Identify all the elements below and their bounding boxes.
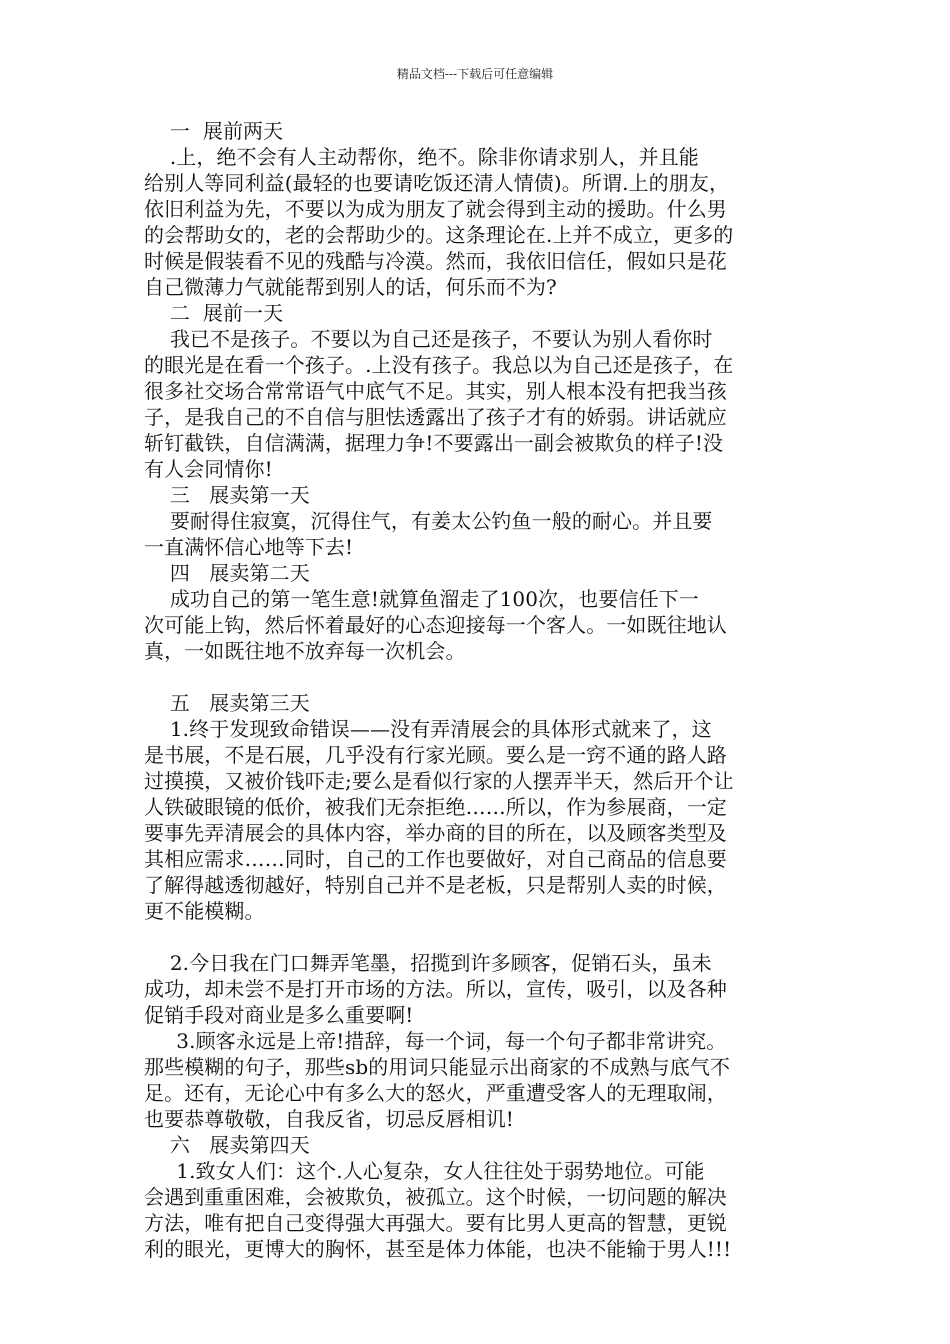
paragraph-line: 是书展，不是石展，几乎没有行家光顾。要么是一窍不通的路人路 xyxy=(144,743,727,767)
paragraph-line: 我已不是孩子。不要以为自己还是孩子，不要认为别人看你时 xyxy=(144,327,713,351)
paragraph-line: 次可能上钩，然后怀着最好的心态迎接每一个客人。一如既往地认 xyxy=(144,613,727,637)
document-body xyxy=(144,118,814,1262)
section-heading: 三 展卖第一天 xyxy=(144,483,310,507)
paragraph-line: 过摸摸，又被价钱吓走;要么是看似行家的人摆弄半天，然后开个让 xyxy=(144,769,734,793)
paragraph-line: 依旧利益为先，不要以为成为朋友了就会得到主动的援助。什么男 xyxy=(144,197,727,221)
paragraph-line: 了解得越透彻越好，特别自己并不是老板，只是帮别人卖的时候， xyxy=(144,873,727,897)
paragraph-line: 给别人等同利益(最轻的也要请吃饭还清人情债)。所谓.上的朋友， xyxy=(144,171,730,195)
paragraph-line: 方法，唯有把自己变得强大再强大。要有比男人更高的智慧，更锐 xyxy=(144,1211,727,1235)
paragraph-line: 自己微薄力气就能帮到别人的话，何乐而不为? xyxy=(144,275,557,299)
section-heading: 四 展卖第二天 xyxy=(144,561,310,585)
paragraph-line: 也要恭尊敬敬，自我反省，切忌反唇相讥! xyxy=(144,1107,514,1131)
paragraph-line: 1.致女人们：这个.人心复杂，女人往往处于弱势地位。可能 xyxy=(144,1159,705,1183)
paragraph-line: 一直满怀信心地等下去! xyxy=(144,535,354,559)
paragraph-line: 促销手段对商业是多么重要啊! xyxy=(144,1003,414,1027)
section-heading: 二 展前一天 xyxy=(144,301,284,325)
paragraph-line: 真，一如既往地不放弃每一次机会。 xyxy=(144,639,466,663)
paragraph-line: 要事先弄清展会的具体内容，举办商的目的所在，以及顾客类型及 xyxy=(144,821,727,845)
paragraph-line: 其相应需求……同时，自己的工作也要做好，对自己商品的信息要 xyxy=(144,847,727,871)
paragraph-line: 人铁破眼镜的低价，被我们无奈拒绝……所以，作为参展商，一定 xyxy=(144,795,727,819)
paragraph-line: 2.今日我在门口舞弄笔墨，招揽到许多顾客，促销石头，虽未 xyxy=(144,951,712,975)
paragraph-line: .上，绝不会有人主动帮你，绝不。除非你请求别人，并且能 xyxy=(144,145,699,169)
paragraph-line: 1.终于发现致命错误——没有弄清展会的具体形式就来了，这 xyxy=(144,717,712,741)
paragraph-line: 有人会同情你! xyxy=(144,457,273,481)
paragraph-line: 斩钉截铁，自信满满，据理力争!不要露出一副会被欺负的样子!没 xyxy=(144,431,724,455)
section-heading: 五 展卖第三天 xyxy=(144,691,310,715)
paragraph-line: 时候是假装看不见的残酷与冷漠。然而，我依旧信任，假如只是花 xyxy=(144,249,727,273)
paragraph-line: 成功，却未尝不是打开市场的方法。所以，宣传，吸引，以及各种 xyxy=(144,977,727,1001)
page-header: 精品文档---下载后可任意编辑 xyxy=(396,67,554,81)
paragraph-line: 要耐得住寂寞，沉得住气，有姜太公钓鱼一般的耐心。并且要 xyxy=(144,509,713,533)
paragraph-line: 利的眼光，更博大的胸怀，甚至是体力体能，也决不能输于男人!!! xyxy=(144,1237,732,1261)
blank-line xyxy=(144,924,814,950)
blank-line xyxy=(144,664,814,690)
section-heading: 一 展前两天 xyxy=(144,119,284,143)
paragraph-line: 更不能模糊。 xyxy=(144,899,265,923)
paragraph-line: 的会帮助女的，老的会帮助少的。这条理论在.上并不成立，更多的 xyxy=(144,223,734,247)
paragraph-line: 子，是我自己的不自信与胆怯透露出了孩子才有的娇弱。讲话就应 xyxy=(144,405,727,429)
paragraph-line: 3.顾客永远是上帝!措辞，每一个词，每一个句子都非常讲究。 xyxy=(144,1029,727,1053)
section-heading: 六 展卖第四天 xyxy=(144,1133,310,1157)
paragraph-line: 足。还有，无论心中有多么大的怒火，严重遭受客人的无理取闹， xyxy=(144,1081,727,1105)
paragraph-line: 那些模糊的句子，那些sb的用词只能显示出商家的不成熟与底气不 xyxy=(144,1055,731,1079)
paragraph-line: 成功自己的第一笔生意!就算鱼溜走了100次，也要信任下一 xyxy=(144,587,699,611)
paragraph-line: 会遇到重重困难，会被欺负，被孤立。这个时候，一切问题的解决 xyxy=(144,1185,727,1209)
paragraph-line: 很多社交场合常常语气中底气不足。其实，别人根本没有把我当孩 xyxy=(144,379,727,403)
paragraph-line: 的眼光是在看一个孩子。.上没有孩子。我总以为自己还是孩子，在 xyxy=(144,353,734,377)
